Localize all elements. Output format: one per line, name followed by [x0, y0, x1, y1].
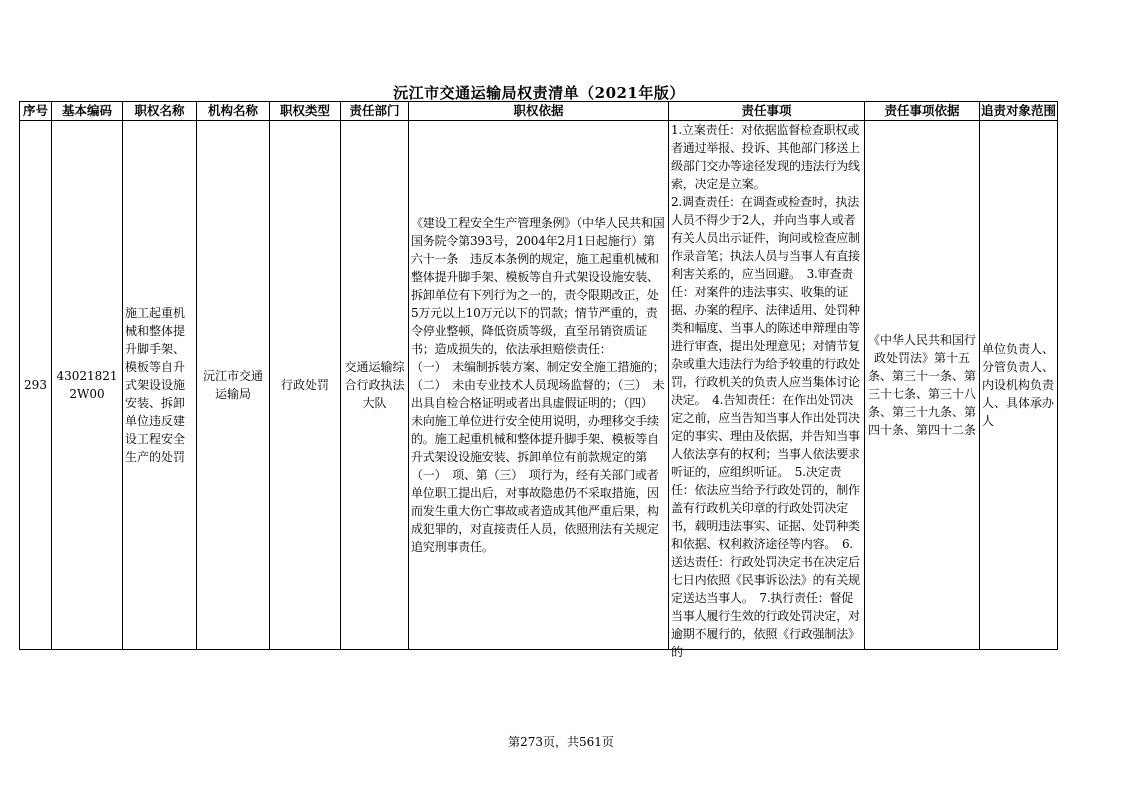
table-header-row	[20, 102, 1058, 121]
page-footer: 第273页，共561页	[508, 735, 614, 749]
cell-org-name: 沅江市交通运输局	[197, 121, 270, 650]
cell-basis	[409, 121, 669, 650]
header-power-name: 职权名称	[123, 102, 197, 121]
cell-accountability: 单位负责人、分管负责人、内设机构负责人、具体承办人	[980, 121, 1058, 650]
header-responsibilities: 责任事项	[669, 102, 865, 121]
header-org-name: 机构名称	[197, 102, 270, 121]
table-row	[20, 121, 1058, 650]
basis-text: 《建设工程安全生产管理条例》（中华人民共和国国务院令第393号，2004年2月1日起施行）第六十一条 违反本条例的规定，施工起重机械和整体提升脚手架、模板等自升式架设设施安装、拆卸单位有下列行为之一的，责令限期改正，处5万元以上10万元以下的罚款；情节严重的，责令停业整顿，降低资质等级，直至吊销资质证书；造成损失的，依法承担赔偿责任： （一） 未编制拆装方案、制定安全施工措施的；（二） 未由专业技术人员现场监督的；（三） 未出具自检合格证明或者出具虚假证明的；（四） 未向施工单位进行安全使用说明，办理移交手续的。施工起重机械和整体提升脚手架、模板等自升式架设设施安装、拆卸单位有前款规定的第（一） 项、第（三） 项行为，经有关部门或者单位职工提出后，对事故隐患仍不采取措施，因而发生重大伤亡事故或者造成其他严重后果，构成犯罪的，对直接责任人员，依照刑法有关规定追究刑事责任。	[411, 216, 665, 554]
header-resp-basis: 责任事项依据	[865, 102, 980, 121]
cell-power-type: 行政处罚	[270, 121, 341, 650]
header-department: 责任部门	[341, 102, 409, 121]
header-code: 基本编码	[52, 102, 123, 121]
header-accountability: 追责对象范围	[980, 102, 1058, 121]
cell-department: 交通运输综合行政执法大队	[341, 121, 409, 650]
cell-power-name: 施工起重机械和整体提升脚手架、模板等自升式架设设施安装、拆卸单位违反建设工程安全生产的处罚	[123, 121, 197, 650]
cell-responsibilities	[669, 121, 865, 659]
header-index: 序号	[20, 102, 52, 121]
header-basis: 职权依据	[409, 102, 669, 121]
cell-code: 430218212W00	[52, 121, 123, 650]
cell-index: 293	[20, 121, 52, 650]
responsibility-table	[19, 101, 1058, 659]
document-title: 沅江市交通运输局权责清单（2021年版）	[393, 84, 685, 102]
header-power-type: 职权类型	[270, 102, 341, 121]
cell-resp-basis: 《中华人民共和国行政处罚法》第十五条、第三十一条、第三十七条、第三十八条、第三十九条、第四十条、第四十二条	[865, 121, 980, 650]
responsibilities-text: 1.立案责任：对依据监督检查职权或者通过举报、投诉、其他部门移送上级部门交办等途径发现的违法行为线索，决定是立案。 2.调查责任：在调查或检查时，执法人员不得少于2人，并向当事人或者有关人员出示证件，询问或检查应制作录音笔；执法人员与当事人有直接利害关系的，应当回避。 3.审查责任：对案件的违法事实、收集的证据、办案的程序、法律适用、处罚种类和幅度、当事人的陈述申辩理由等进行审查，提出处理意见；对情节复杂或重大违法行为给予较重的行政处罚，行政机关的负责人应当集体讨论决定。 4.告知责任：在作出处罚决定之前，应当告知当事人作出处罚决定的事实、理由及依据，并告知当事人依法享有的权利；当事人依法要求听证的，应组织听证。 5.决定责任：依法应当给予行政处罚的，制作盖有行政机关印章的行政处罚决定书，载明违法事实、证据、处罚种类和依据、权利救济途径等内容。 6.送达责任：行政处罚决定书在决定后七日内依照《民事诉讼法》的有关规定送达当事人。 7.执行责任：督促当事人履行生效的行政处罚决定，对逾期不履行的，依照《行政强制法》的	[671, 123, 860, 659]
